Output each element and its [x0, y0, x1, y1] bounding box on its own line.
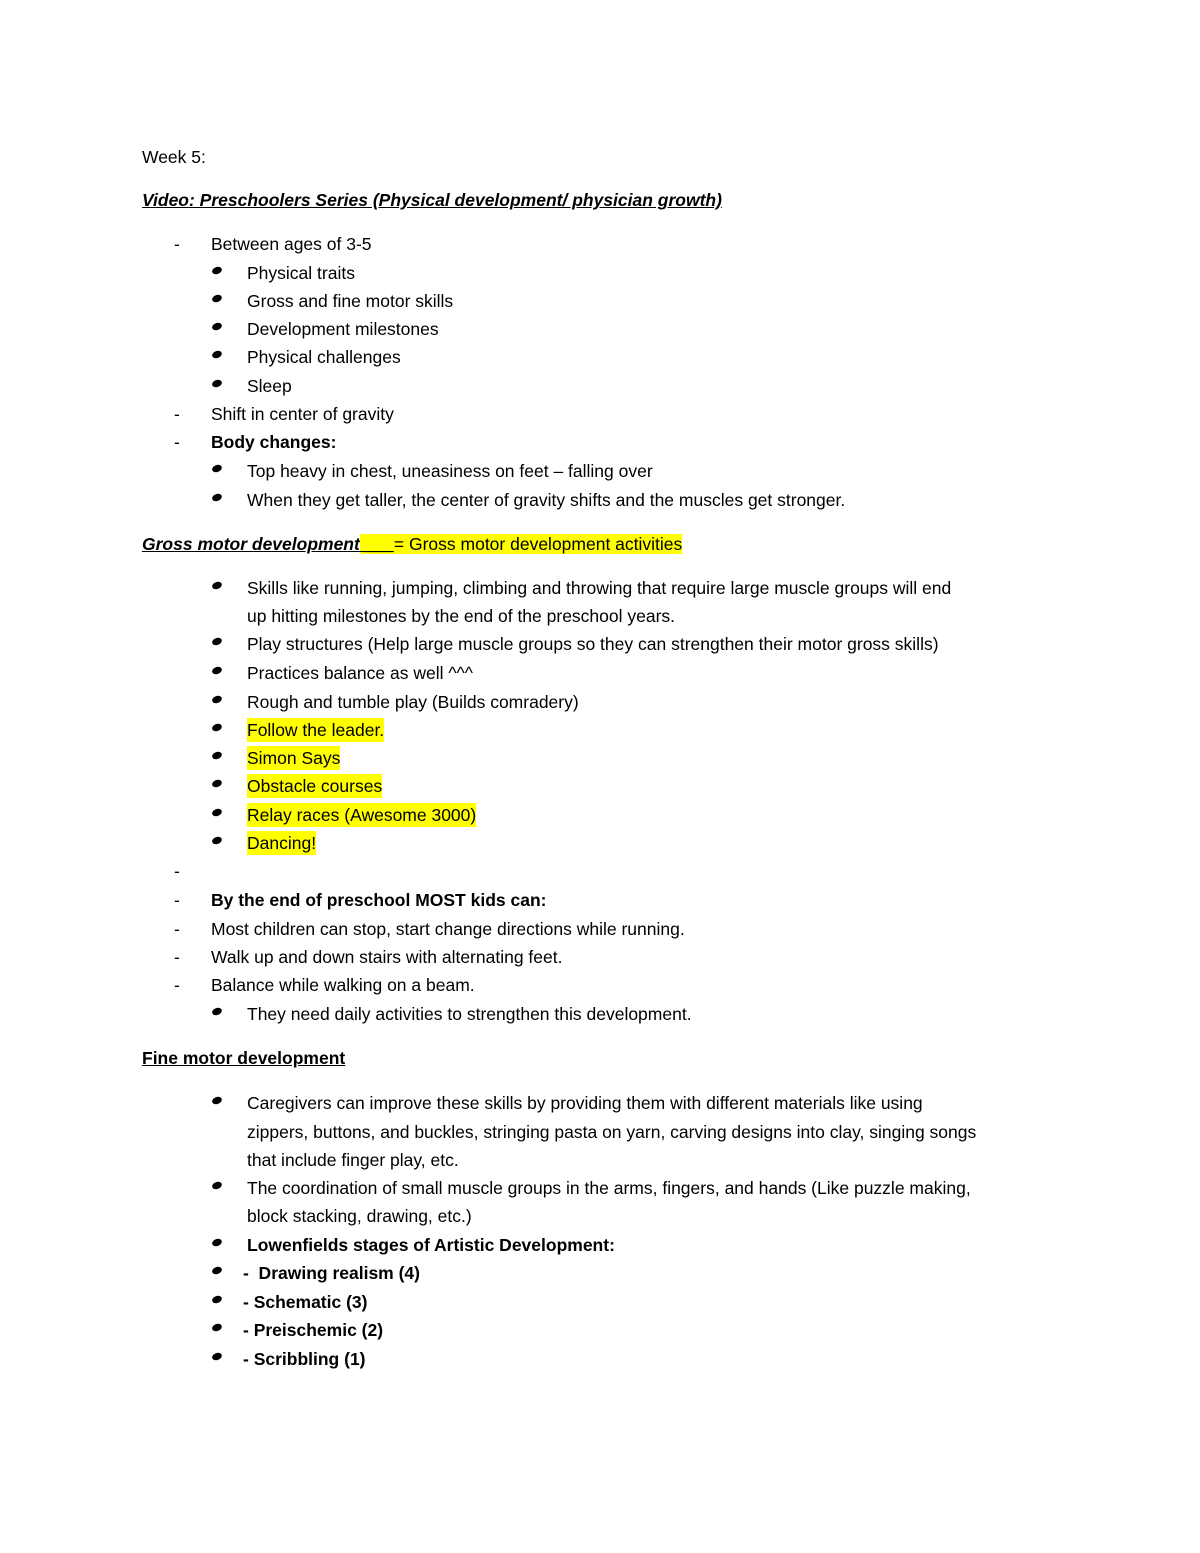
- highlighted-list-item: Dancing!: [247, 833, 317, 853]
- dash-marker: -: [174, 919, 180, 939]
- dash-item: Body changes:: [211, 432, 337, 452]
- stage-item: - Drawing realism (4): [243, 1263, 420, 1283]
- bullet-icon: [211, 294, 223, 304]
- bullet-icon: [211, 350, 223, 360]
- stage-item: - Scribbling (1): [243, 1349, 366, 1369]
- dash-marker: -: [174, 404, 180, 424]
- list-item: Development milestones: [247, 319, 439, 339]
- bullet-icon: [211, 1352, 223, 1362]
- bullet-icon: [211, 1096, 223, 1106]
- bullet-icon: [211, 379, 223, 389]
- list-item: When they get taller, the center of gravity shifts and the muscles get stronger.: [247, 490, 846, 510]
- dash-marker: -: [174, 861, 180, 881]
- dash-marker: -: [174, 234, 180, 254]
- highlighted-list-item: Obstacle courses: [247, 776, 383, 796]
- gross-motor-heading: [142, 532, 682, 556]
- list-item: They need daily activities to strengthen this development.: [247, 1004, 692, 1024]
- list-item: Caregivers can improve these skills by providing them with different materials like using: [247, 1093, 923, 1113]
- bullet-icon: [211, 1007, 223, 1017]
- dash-marker: -: [174, 432, 180, 452]
- list-item: Play structures (Help large muscle groups so they can strengthen their motor gross skills): [247, 634, 939, 654]
- dash-item: Shift in center of gravity: [211, 404, 394, 424]
- gross-heading-text: Gross motor development: [142, 534, 360, 554]
- list-item: Physical challenges: [247, 347, 401, 367]
- bullet-icon: [211, 836, 223, 846]
- highlighted-list-item: Follow the leader.: [247, 720, 385, 740]
- bullet-icon: [211, 1295, 223, 1305]
- bullet-icon: [211, 464, 223, 474]
- bullet-icon: [211, 1238, 223, 1248]
- dash-item: Most children can stop, start change directions while running.: [211, 919, 685, 939]
- bullet-icon: [211, 1323, 223, 1333]
- list-item: Lowenfields stages of Artistic Development:: [247, 1235, 615, 1255]
- stage-item: - Schematic (3): [243, 1292, 368, 1312]
- bullet-icon: [211, 695, 223, 705]
- bullet-icon: [211, 779, 223, 789]
- dash-item: Balance while walking on a beam.: [211, 975, 475, 995]
- dash-marker: -: [174, 890, 180, 910]
- page-title: Week 5:: [142, 147, 206, 167]
- list-item: Skills like running, jumping, climbing and throwing that require large muscle groups will end: [247, 578, 952, 598]
- dash-item: By the end of preschool MOST kids can:: [211, 890, 547, 910]
- dash-item: Between ages of 3-5: [211, 234, 372, 254]
- gross-heading-activities: = Gross motor development activities: [393, 534, 683, 554]
- stage-item: - Preischemic (2): [243, 1320, 384, 1340]
- list-item: The coordination of small muscle groups in the arms, fingers, and hands (Like puzzle making,: [247, 1178, 971, 1198]
- highlighted-list-item: Relay races (Awesome 3000): [247, 805, 477, 825]
- list-item: Rough and tumble play (Builds comradery): [247, 692, 579, 712]
- list-item-continuation: block stacking, drawing, etc.): [247, 1206, 472, 1226]
- bullet-icon: [211, 751, 223, 761]
- list-item: Sleep: [247, 376, 292, 396]
- dash-item: Walk up and down stairs with alternating feet.: [211, 947, 563, 967]
- fine-motor-heading: Fine motor development: [142, 1048, 346, 1068]
- bullet-icon: [211, 322, 223, 332]
- list-item: Physical traits: [247, 263, 355, 283]
- list-item: Practices balance as well ^^^: [247, 663, 473, 683]
- bullet-icon: [211, 266, 223, 276]
- bullet-icon: [211, 1181, 223, 1191]
- list-item-continuation: that include finger play, etc.: [247, 1150, 459, 1170]
- dash-marker: -: [174, 975, 180, 995]
- dash-marker: -: [174, 947, 180, 967]
- list-item: Top heavy in chest, uneasiness on feet – falling over: [247, 461, 653, 481]
- list-item-continuation: zippers, buttons, and buckles, stringing pasta on yarn, carving designs into clay, singing songs: [247, 1122, 977, 1142]
- video-heading: Video: Preschoolers Series (Physical development/ physician growth): [142, 190, 722, 210]
- bullet-icon: [211, 808, 223, 818]
- list-item-continuation: up hitting milestones by the end of the preschool years.: [247, 606, 676, 626]
- list-item: Gross and fine motor skills: [247, 291, 454, 311]
- bullet-icon: [211, 1266, 223, 1276]
- bullet-icon: [211, 637, 223, 647]
- bullet-icon: [211, 493, 223, 503]
- highlighted-list-item: Simon Says: [247, 748, 341, 768]
- gross-heading-blank: ___: [359, 534, 394, 554]
- bullet-icon: [211, 581, 223, 591]
- bullet-icon: [211, 723, 223, 733]
- bullet-icon: [211, 666, 223, 676]
